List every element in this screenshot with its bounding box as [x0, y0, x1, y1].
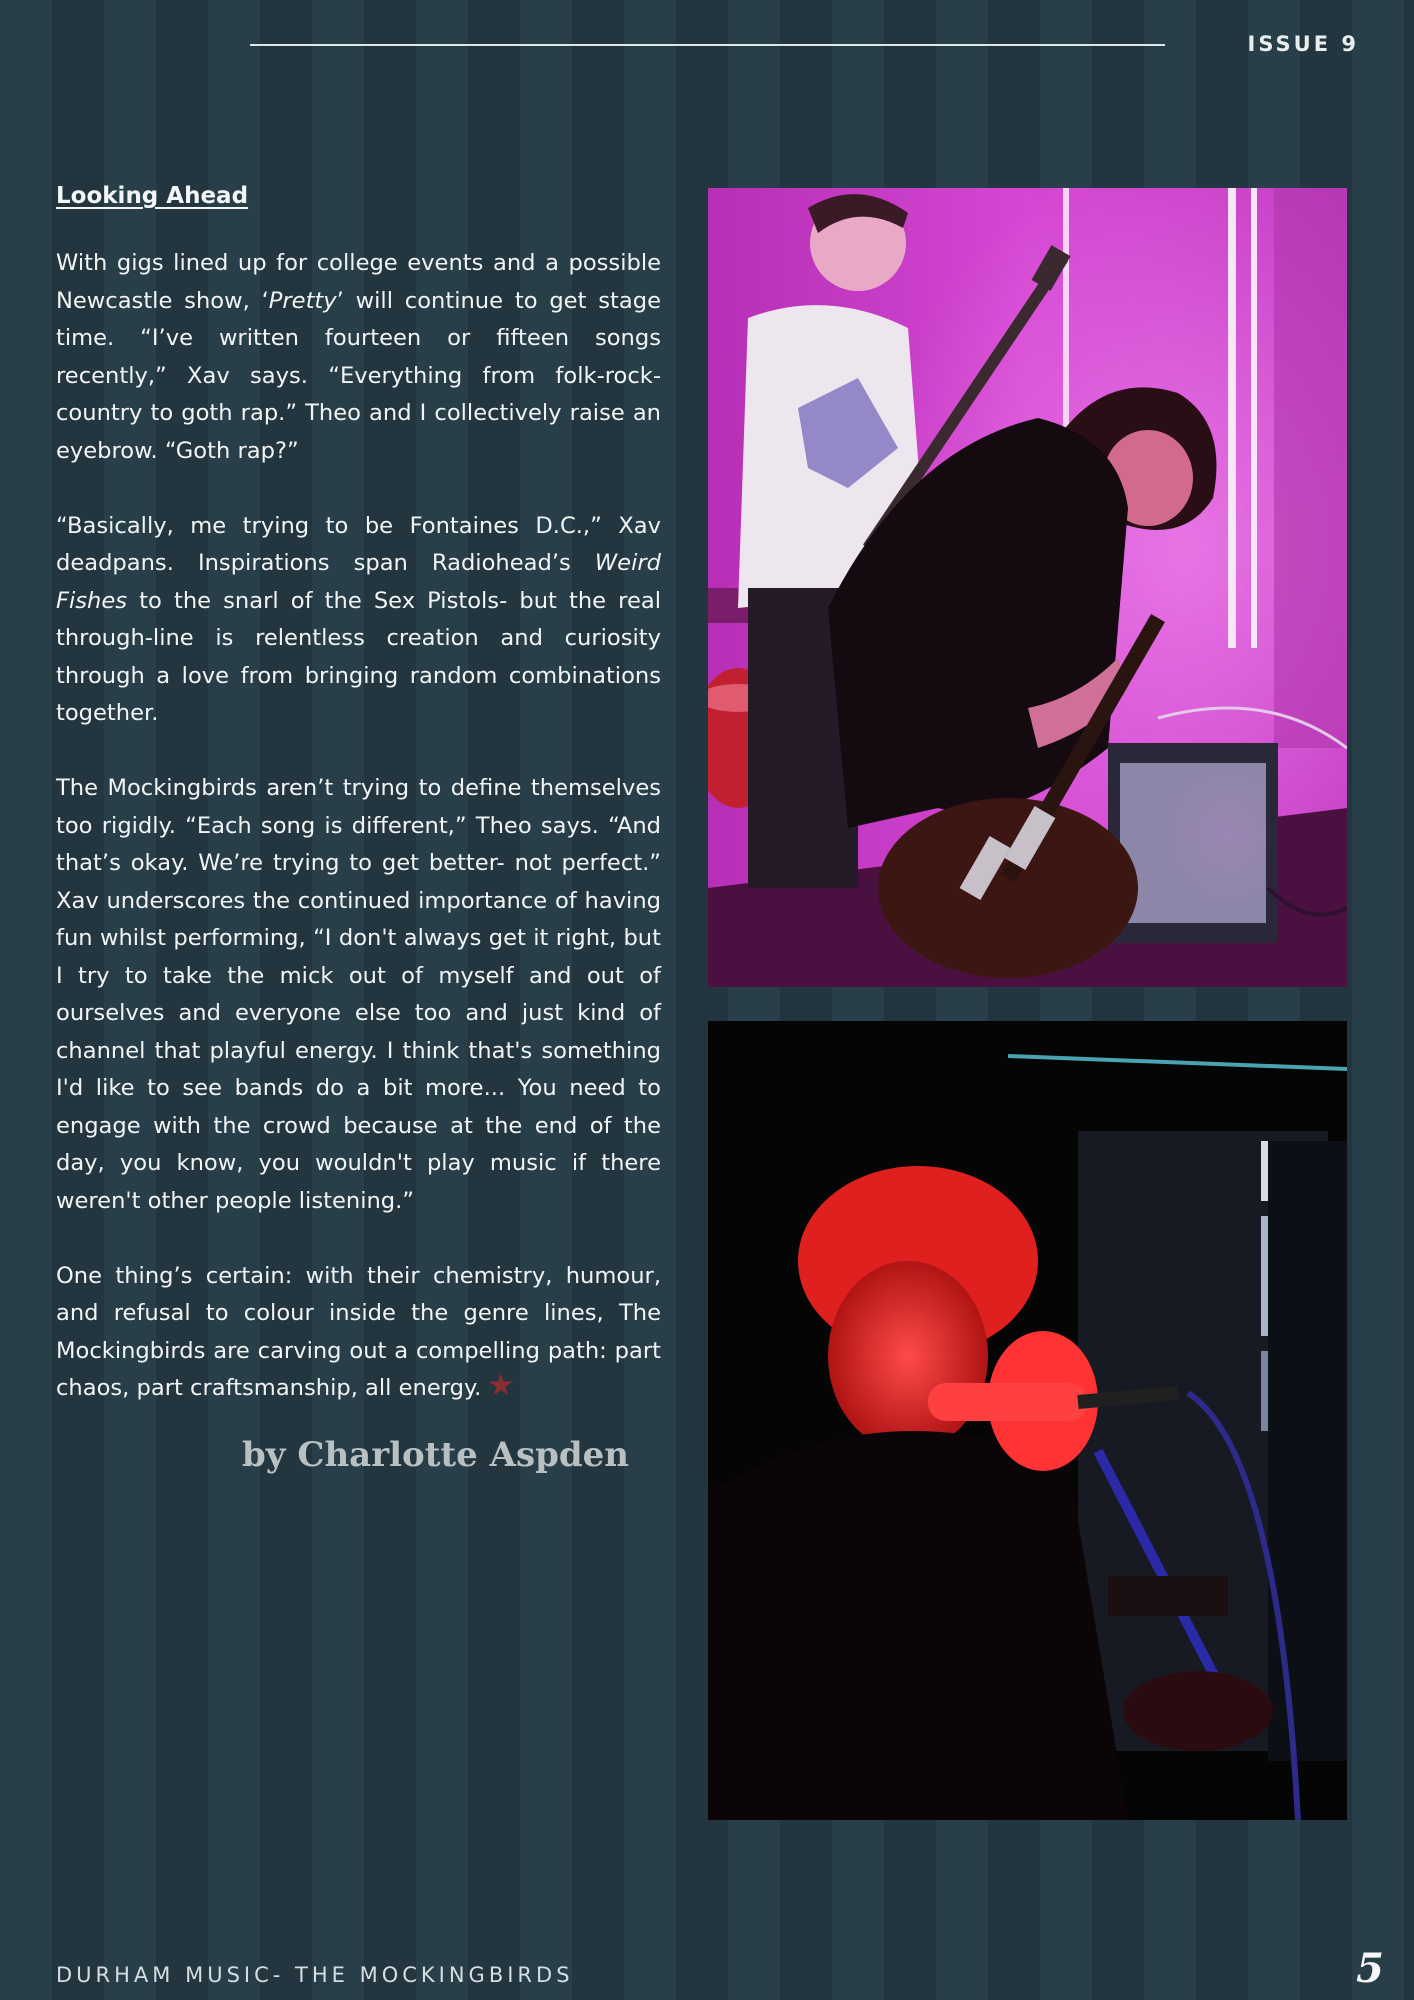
article-column	[56, 183, 661, 1475]
singer-photo-illustration	[708, 1021, 1347, 1820]
header-rule	[250, 44, 1165, 46]
paragraph-1-text-a: With gigs lined up for college events and a possible Newcastle show, ‘	[56, 250, 661, 314]
song-title-weird-fishes: Weird Fishes	[56, 550, 661, 614]
issue-label: ISSUE 9	[1247, 32, 1359, 56]
paragraph-4-text: One thing’s certain: with their chemistry, humour, and refusal to colour inside the genre lines, The Mockingbirds are carving out a compelling path: part chaos, part craftsmanship, all energy.	[56, 1262, 661, 1401]
song-title-pretty: Pretty	[268, 287, 337, 314]
star-icon: ★	[487, 1368, 515, 1403]
band-stage-photo-illustration	[708, 188, 1347, 987]
byline: by Charlotte Aspden	[242, 1435, 629, 1475]
paragraph-2-text-c: to the snarl of the Sex Pistols- but the real through-line is relentless creation and curiosity through a love from bringing random combinations together.	[56, 587, 661, 726]
page-number: 5	[1356, 1945, 1384, 1992]
footer-section-title: DURHAM MUSIC- THE MOCKINGBIRDS	[56, 1963, 574, 1987]
paragraph-2-text-a: “Basically, me trying to be Fontaines D.C.,” Xav deadpans. Inspirations span Radiohead’s	[56, 512, 661, 576]
section-heading: Looking Ahead	[56, 183, 249, 209]
band-stage-photo	[708, 188, 1347, 987]
paragraph-3: The Mockingbirds aren’t trying to define themselves too rigidly. “Each song is different,” Theo says. “And that’s okay. We’re trying to get better- not perfect.” Xav underscores the continued importance of having fun whilst performing, “I don't always get it right, but I try to take the mick out of myself and out of ourselves and everyone else too and just kind of channel that playful energy. I think that's something I'd like to see bands do a bit more... You need to engage with the crowd because at the end of the day, you know, you wouldn't play music if there weren't other people listening.”	[56, 775, 661, 1214]
paragraph-1	[56, 245, 661, 470]
paragraph-4	[56, 1258, 661, 1408]
singer-photo	[708, 1021, 1347, 1820]
paragraph-2	[56, 508, 661, 733]
paragraph-1-text-c: ’ will continue to get stage time. “I’ve written fourteen or fifteen songs recently,” Xav says. “Everything from folk-rock-country to goth rap.” Theo and I collectively raise an eyebrow. “Goth rap?”	[56, 287, 661, 464]
